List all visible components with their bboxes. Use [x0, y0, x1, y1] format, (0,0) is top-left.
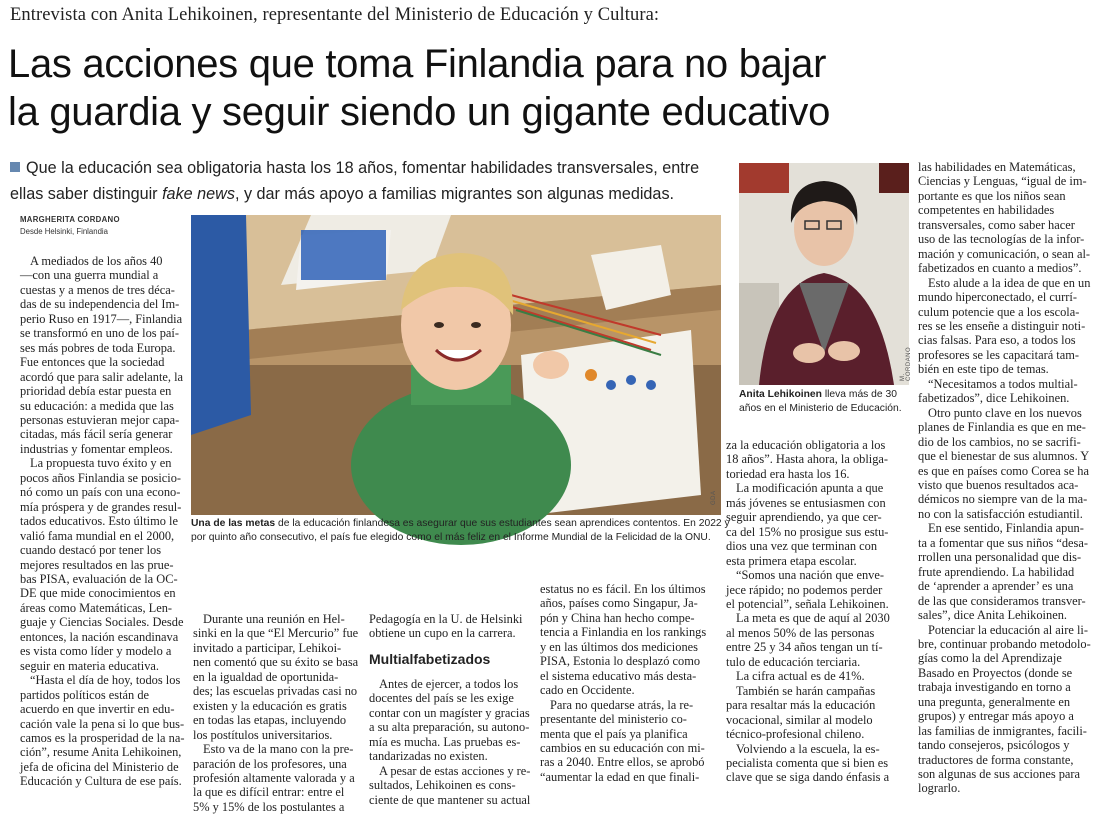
- body-paragraph: [540, 582, 712, 698]
- section-subhead: Multialfabetizados: [369, 650, 491, 667]
- body-line: A mediados de los años 40: [30, 254, 163, 268]
- body-line: ciente de que mantener su actual: [369, 792, 531, 807]
- deck-line-2: [10, 181, 722, 207]
- body-line: DE que mide conocimientos en: [20, 586, 176, 601]
- body-line: tados educativos. Esto último le: [20, 514, 178, 529]
- body-line: en la igualdad de oportunida-: [193, 669, 339, 684]
- body-line: toriedad era hasta los 16.: [726, 466, 850, 481]
- byline: [20, 214, 190, 237]
- body-line: bién en este tipo de temas.: [918, 362, 1049, 377]
- body-line: jefa de oficina del Ministerio de: [20, 759, 179, 774]
- body-line: de las que consideramos transver-: [918, 593, 1086, 608]
- deck-text-1: Que la educación sea obligatoria hasta los 18 años, fomentar habilidades transversales, entre: [26, 159, 700, 177]
- body-line: clave que se siga dando énfasis a: [726, 770, 890, 785]
- body-line: en todas las etapas, incluyendo: [193, 713, 347, 728]
- child-drawing-photo: [191, 215, 721, 515]
- body-line: una pregunta, generalmente en: [918, 694, 1071, 709]
- body-line: Pedagogía en la U. de Helsinki: [369, 612, 523, 626]
- deck-line-1: [10, 155, 722, 181]
- body-line: gías como la del Aprendizaje: [918, 651, 1062, 666]
- body-line: “aumentar la edad en que finali-: [540, 769, 700, 784]
- body-paragraph: [918, 377, 1096, 406]
- body-line: se transformó en uno de los paí-: [20, 326, 179, 341]
- body-line: tencia a Finlandia en los rankings: [540, 625, 707, 640]
- body-line: paración de los profesores, una: [193, 756, 347, 771]
- portrait-svg: [739, 163, 909, 385]
- deck-bullet-icon: [10, 162, 20, 172]
- body-line: entonces, la nación escandinava: [20, 629, 179, 644]
- body-line: “Hasta el día de hoy, todos los: [30, 673, 181, 688]
- main-photo: [191, 215, 721, 515]
- body-line: mejores resultados en las prue-: [20, 557, 174, 572]
- body-line: lograrlo.: [918, 781, 961, 796]
- body-line: perio Ruso en 1917—, Finlandia: [20, 311, 183, 326]
- body-line: Otro punto clave en los nuevos: [928, 405, 1082, 420]
- byline-location: Desde Helsinki, Finlandia: [20, 226, 108, 236]
- body-line: docentes del país se les exige: [369, 691, 514, 706]
- body-line: mía próspera y de grandes resul-: [20, 499, 182, 514]
- caption-main-bold: Una de las metas: [191, 518, 276, 529]
- body-line: técnico-profesional chileno.: [726, 727, 865, 742]
- body-line: trabaja investigando en torno a: [918, 680, 1071, 695]
- body-line: A pesar de estas acciones y re-: [379, 763, 531, 778]
- body-line: nó como un país con una econo-: [20, 485, 181, 500]
- caption-main-line-2: por quinto año consecutivo, el país fue elegido como el más feliz en el Informe Mundial de la Felicidad de la ONU.: [191, 531, 711, 543]
- body-line: acuerdo en que invertir en edu-: [20, 702, 175, 717]
- body-line: portante es que los niños sean: [918, 188, 1066, 203]
- body-line: a su alta preparación, su autono-: [369, 720, 530, 735]
- body-line: mación y comunicación, o sean al-: [918, 246, 1091, 261]
- body-paragraph: [918, 160, 1096, 276]
- caption-portrait-line-2: años en el Ministerio de Educación.: [739, 402, 902, 414]
- body-line: mundo hiperconectado, el currí-: [918, 290, 1077, 305]
- body-line: frute aprendiendo. La habilidad: [918, 564, 1075, 579]
- body-line: su educación: a medida que las: [20, 398, 174, 413]
- body-line: cias falsas. Para eso, a todos los: [918, 333, 1076, 348]
- body-paragraph: [726, 611, 906, 669]
- headline-line-2: la guardia y seguir siendo un gigante educativo: [8, 90, 831, 134]
- body-line: sultados, Lehikoinen es cons-: [369, 778, 516, 793]
- body-line: bre, continuar probando metodolo-: [918, 636, 1091, 651]
- body-line: rrollen una personalidad que dis-: [918, 550, 1082, 565]
- body-line: traductores de forma constante,: [918, 752, 1074, 767]
- body-line: menta que el país ya planifica: [540, 726, 688, 741]
- body-line: el potencial”, señala Lehikoinen.: [726, 596, 889, 611]
- body-line: seguir aprendiendo, ya que cer-: [726, 510, 882, 525]
- main-photo-credit: GDA: [711, 490, 717, 505]
- body-line: contar con un magíster y gracias: [369, 705, 530, 720]
- body-line: Esto alude a la idea de que en un: [928, 275, 1091, 290]
- body-paragraph: [20, 673, 188, 789]
- body-line: valió fama mundial en el 2000,: [20, 528, 175, 543]
- body-paragraph: [918, 406, 1096, 522]
- body-line: presentante del ministerio co-: [540, 712, 687, 727]
- body-line: La cifra actual es de 41%.: [736, 669, 865, 684]
- body-line: esta primera etapa escolar.: [726, 553, 857, 568]
- body-line: Durante una reunión en Hel-: [203, 612, 345, 626]
- body-line: La propuesta tuvo éxito y en: [30, 456, 172, 471]
- deck-text-2b: , y dar más apoyo a familias migrantes son algunas medidas.: [234, 185, 675, 203]
- body-line: cado en Occidente.: [540, 683, 635, 698]
- body-line: ta a fomentar que sus niños “desa-: [918, 535, 1088, 550]
- body-line: 5% y 15% de los postulantes a: [193, 799, 345, 814]
- body-paragraph: [369, 764, 531, 807]
- body-line: sinki en la que “El Mercurio” fue: [193, 626, 359, 641]
- body-line: profesores se les capacitará tam-: [918, 347, 1079, 362]
- body-line: Fue entonces que la sociedad: [20, 355, 165, 370]
- body-line: existen y la educación es gratis: [193, 698, 347, 713]
- main-photo-caption: [191, 517, 730, 544]
- body-line: mía es mucha. Las pruebas es-: [369, 734, 521, 749]
- body-line: pocos años Finlandia se posicio-: [20, 470, 182, 485]
- body-line: las familias de inmigrantes, facili-: [918, 723, 1087, 738]
- body-line: —con una guerra mundial a: [20, 268, 159, 283]
- body-line: La meta es que de aquí al 2030: [736, 611, 890, 626]
- body-line: son algunas de sus acciones para: [918, 767, 1081, 782]
- caption-portrait-line-1: lleva más de 30: [821, 389, 897, 400]
- body-line: más jóvenes se entusiasmen con: [726, 495, 886, 510]
- body-line: Basado en Proyectos (donde se: [918, 665, 1073, 680]
- body-paragraph: [726, 669, 906, 683]
- headline-line-1: Las acciones que toma Finlandia para no bajar: [8, 42, 827, 86]
- deck-italic-term: fake news: [162, 185, 235, 203]
- body-line: competentes en habilidades: [918, 203, 1055, 218]
- body-line: 18 años”. Hasta ahora, la obliga-: [726, 452, 889, 467]
- body-line: personas estuvieran mejor capa-: [20, 412, 180, 427]
- body-line: “Somos una nación que enve-: [736, 568, 884, 583]
- body-line: ción”, resume Anita Lehikoinen,: [20, 745, 182, 760]
- body-column-1: [20, 254, 188, 789]
- body-line: de ‘aprender a aprender’ es una: [918, 579, 1074, 594]
- body-line: el sistema educativo más desta-: [540, 668, 697, 683]
- body-line: ras a 2040. Entre ellos, se aprobó: [540, 755, 705, 770]
- body-line: “Necesitamos a todos multial-: [928, 376, 1078, 391]
- body-line: Potenciar la educación al aire li-: [928, 622, 1088, 637]
- portrait-caption: [739, 388, 911, 415]
- body-paragraph: [918, 623, 1096, 796]
- body-line: es vista como líder y modelo a: [20, 644, 172, 659]
- body-paragraph: [726, 568, 906, 611]
- body-paragraph: [193, 612, 358, 742]
- body-line: ses más pobres de toda Europa.: [20, 340, 176, 355]
- body-line: partidos políticos están de: [20, 687, 150, 702]
- body-paragraph: [918, 276, 1096, 377]
- body-paragraph: [726, 481, 906, 568]
- body-line: guaje y Ciencias Sociales. Desde: [20, 615, 184, 630]
- caption-portrait-bold: Anita Lehikoinen: [739, 389, 822, 400]
- body-line: des; las escuelas privadas casi no: [193, 684, 358, 699]
- body-line: En ese sentido, Finlandia apun-: [928, 521, 1084, 536]
- body-line: al menos 50% de las personas: [726, 625, 875, 640]
- body-line: acordó que para salir adelante, la: [20, 369, 184, 384]
- body-line: citadas, más fácil sería generar: [20, 427, 173, 442]
- body-line: Volviendo a la escuela, la es-: [736, 741, 880, 756]
- body-line: La modificación apunta a que: [736, 481, 884, 496]
- body-line: jece rápido; no podemos perder: [726, 582, 883, 597]
- body-line: planes de Finlandia es que en me-: [918, 420, 1086, 435]
- body-line: pón y China han hecho compe-: [540, 610, 695, 625]
- article-headline: [8, 40, 1098, 136]
- body-paragraph: [20, 254, 188, 456]
- body-line: industrias y fomentar empleos.: [20, 441, 173, 456]
- body-line: cuestas y a menos de tres déca-: [20, 282, 175, 297]
- body-line: años, países como Singapur, Ja-: [540, 596, 698, 611]
- body-line: res se les enseñe a distinguir noti-: [918, 318, 1086, 333]
- body-line: que el bienestar de sus alumnos. Y: [918, 449, 1090, 464]
- body-line: vocacional, similar al modelo: [726, 712, 873, 727]
- body-line: tandarizadas no existen.: [369, 749, 488, 764]
- body-line: tando consejeros, psicólogos y: [918, 738, 1070, 753]
- body-line: para resaltar más la educación: [726, 698, 876, 713]
- body-line: visto que buenos resultados aca-: [918, 477, 1079, 492]
- caption-main-line-1: de la educación finlandesa es asegurar que sus estudiantes sean aprendices contentos. En 2022 y: [275, 518, 730, 529]
- body-line: prioridad debía estar puesta en: [20, 384, 172, 399]
- body-line: es que en países como Corea se ha: [918, 463, 1090, 478]
- body-line: uso de las tecnologías de la infor-: [918, 232, 1085, 247]
- body-column-4: [540, 582, 712, 784]
- body-line: transversales, como saber hacer: [918, 217, 1075, 232]
- body-line: camos es la prosperidad de la na-: [20, 730, 185, 745]
- body-line: y en las últimos dos mediciones: [540, 639, 698, 654]
- body-line: dio de los cambios, no se sacrifi-: [918, 434, 1081, 449]
- body-line: los postítulos universitarios.: [193, 727, 333, 742]
- article-kicker: Entrevista con Anita Lehikoinen, representante del Ministerio de Educación y Cultura:: [10, 5, 660, 25]
- body-line: fabetizados”, dice Lehikoinen.: [918, 391, 1070, 406]
- body-line: grupos) y entregar más apoyo a: [918, 709, 1074, 724]
- body-line: démicos no siempre van de la ma-: [918, 492, 1088, 507]
- body-line: tulo de educación terciaria.: [726, 654, 861, 669]
- body-column-5: [726, 438, 906, 785]
- body-line: entre 25 y 34 años tengan un tí-: [726, 640, 883, 655]
- body-line: obtiene un cupo en la carrera.: [369, 626, 516, 641]
- body-paragraph: [726, 684, 906, 742]
- body-line: invitado a participar, Lehikoi-: [193, 640, 342, 655]
- body-column-6: [918, 160, 1096, 796]
- body-paragraph: [20, 456, 188, 673]
- body-line: También se harán campañas: [736, 683, 876, 698]
- body-line: ca del 15% no prosigue sus estu-: [726, 524, 889, 539]
- body-paragraph: [540, 698, 712, 785]
- body-line: estatus no es fácil. En los últimos: [540, 582, 706, 596]
- body-line: das de su independencia del Im-: [20, 297, 180, 312]
- body-line: Antes de ejercer, a todos los: [379, 676, 519, 691]
- body-line: no con la satisfacción estudiantil.: [918, 506, 1083, 521]
- body-line: za la educación obligatoria a los: [726, 438, 886, 452]
- body-line: bas PISA, evaluación de la OC-: [20, 571, 178, 586]
- body-line: nen comentó que su éxito se basa: [193, 655, 359, 670]
- body-paragraph: [193, 742, 358, 814]
- body-line: la que es difícil entrar: entre el: [193, 785, 345, 800]
- deck-text-2a: ellas saber distinguir: [10, 185, 163, 203]
- body-line: profesión altamente valorada y a: [193, 770, 355, 785]
- body-line: áreas como Matemáticas, Len-: [20, 600, 173, 615]
- body-line: fabetizados en cuanto a medios”.: [918, 261, 1082, 276]
- body-line: cación vale la pena si lo que bus-: [20, 716, 185, 731]
- body-line: Para no quedarse atrás, la re-: [550, 697, 694, 712]
- body-line: Educación y Cultura de ese país.: [20, 774, 182, 789]
- body-line: culum potencie que a los escola-: [918, 304, 1080, 319]
- byline-author: MARGHERITA CORDANO: [20, 215, 120, 224]
- portrait-credit: M. CORDANO: [900, 346, 912, 381]
- body-paragraph: [369, 612, 531, 641]
- body-line: cuando destacó por tener los: [20, 543, 162, 558]
- body-line: pecialista comenta que si bien es: [726, 755, 889, 770]
- body-paragraph: [369, 677, 531, 764]
- body-column-3: [369, 612, 531, 807]
- body-line: sales”, dice Anita Lehikoinen.: [918, 608, 1067, 623]
- body-column-2: [193, 612, 358, 814]
- body-paragraph: [726, 438, 906, 481]
- body-line: las habilidades en Matemáticas,: [918, 160, 1076, 174]
- body-line: PISA, Estonia lo desplazó como: [540, 654, 701, 669]
- article-deck: [10, 155, 722, 207]
- body-line: Esto va de la mano con la pre-: [203, 742, 354, 757]
- body-line: dios una vez que terminan con: [726, 539, 878, 554]
- body-line: Ciencias y Lenguas, “igual de im-: [918, 174, 1087, 189]
- portrait-photo: [739, 163, 912, 385]
- body-line: cambios en su educación con mi-: [540, 740, 705, 755]
- body-line: seguir en materia educativa.: [20, 658, 159, 673]
- body-paragraph: [726, 742, 906, 785]
- body-paragraph: [918, 521, 1096, 622]
